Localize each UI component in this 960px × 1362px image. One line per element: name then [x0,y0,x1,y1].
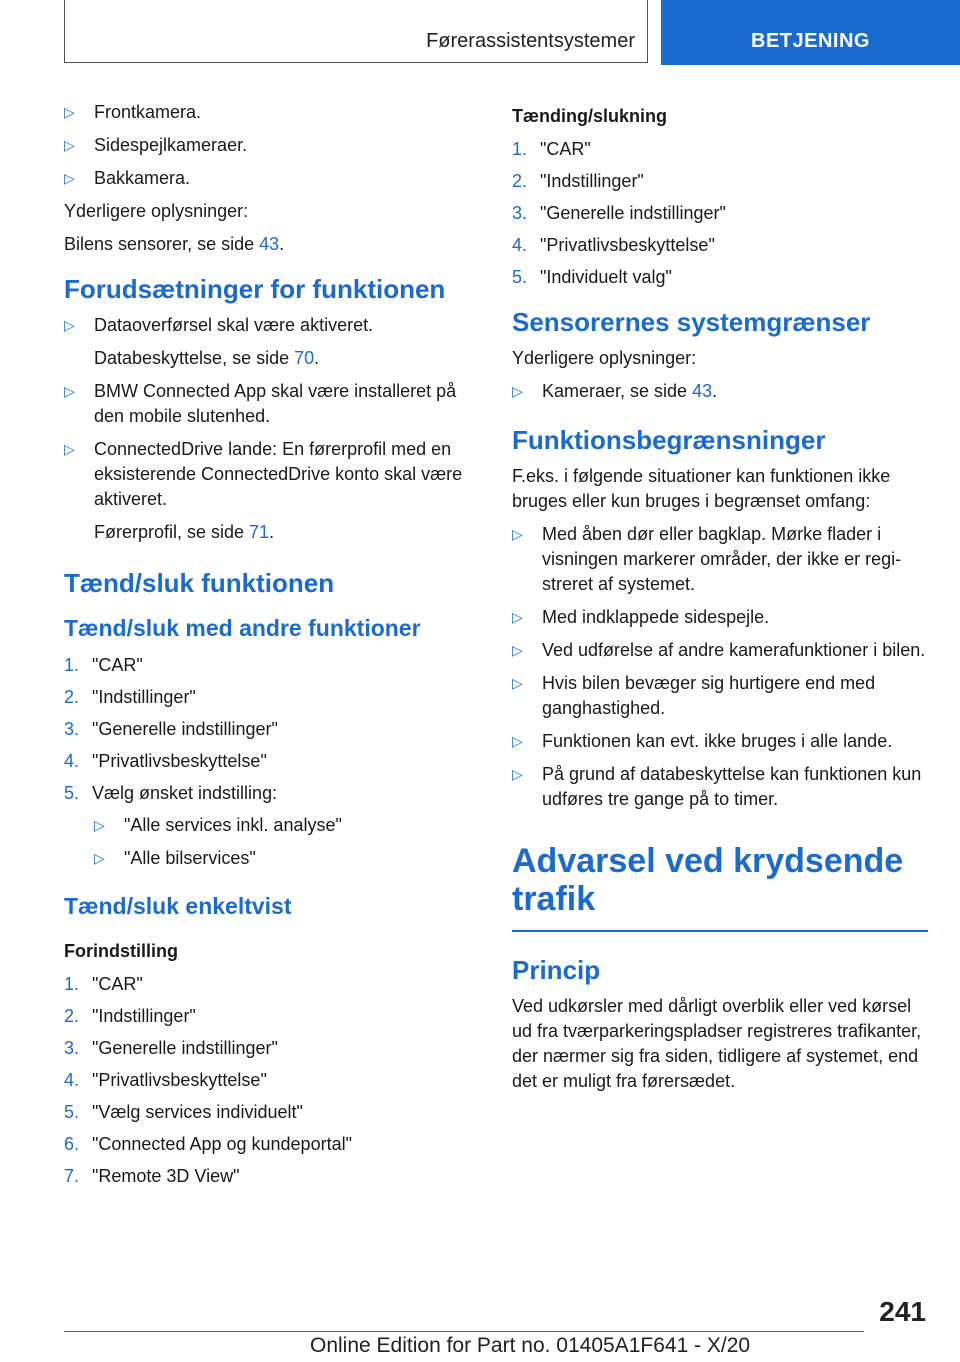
step-text: "Generelle indstillinger" [540,203,726,223]
step-text: "Remote 3D View" [92,1166,240,1186]
triangle-bullet-icon: ▷ [512,526,523,542]
triangle-bullet-icon: ▷ [512,766,523,782]
step-text: "Individuelt valg" [540,267,672,287]
list-item [64,166,484,191]
triangle-bullet-icon: ▷ [94,817,105,833]
heading-divider [512,930,928,932]
camera-item: Sidespejlkameraer. [94,135,248,155]
step-text: "Indstillinger" [92,1006,196,1026]
page-header [0,0,960,66]
left-column [64,100,484,1196]
step-text: "Generelle indstillinger" [92,719,278,739]
cross-traffic-heading: Advarsel ved krydsende trafik [512,842,904,918]
step-item [64,717,484,742]
step-text: "Indstillinger" [92,687,196,707]
list-item [512,762,928,812]
step-number: 4. [512,235,528,255]
page-number: 241 [879,1296,926,1327]
prereq-text: BMW Connected App skal være installeret på den mobile slutenhed. [94,381,457,426]
step-text: "Privatlivsbeskyttelse" [92,1070,267,1090]
step-item [512,169,928,194]
step-number: 4. [64,751,80,771]
triangle-bullet-icon: ▷ [64,383,75,399]
page-link[interactable]: 71 [249,522,270,542]
prereq-heading: Forudsætninger for funktionen [64,274,446,304]
limit-text: Hvis bilen bevæger sig hurtigere end med ganghastighed. [542,673,876,718]
triangle-bullet-icon: ▷ [64,104,75,120]
sensors-reference [64,232,484,257]
ref-text: Bilens sensorer, se side [64,234,260,254]
step-number: 4. [64,1070,80,1090]
step-item [64,781,484,806]
step-number: 1. [64,974,80,994]
principle-heading: Princip [512,955,601,985]
ref-text: Databeskyttelse, se side [94,348,295,368]
camera-item: Bakkamera. [94,168,191,188]
triangle-bullet-icon: ▷ [512,383,523,399]
list-item [64,133,484,158]
step-item [64,653,484,678]
step-number: 5. [512,267,528,287]
step-number: 3. [512,203,528,223]
step-item [64,972,484,997]
prereq-reference [94,346,484,371]
sensor-limits-heading: Sensorernes systemgrænser [512,307,871,337]
list-item [512,605,928,630]
list-item [64,437,484,545]
triangle-bullet-icon: ▷ [512,733,523,749]
step-item [512,233,928,258]
list-item [512,379,928,404]
step-item [64,685,484,710]
step-number: 1. [512,139,528,159]
step-number: 2. [512,171,528,191]
ref-end: . [269,522,275,542]
limit-text: Ved udførelse af andre kamerafunktioner i bilen. [542,640,926,660]
page-link[interactable]: 43 [259,234,280,254]
prereq-reference [94,520,484,545]
header-chapter-label: BETJENING [751,30,870,52]
step-text: "CAR" [92,655,143,675]
option-text: "Alle bilservices" [124,848,256,868]
step-number: 5. [64,783,80,803]
list-item [512,671,928,721]
triangle-bullet-icon: ▷ [512,642,523,658]
step-item [64,1100,484,1125]
step-number: 6. [64,1134,80,1154]
list-item [512,729,928,754]
step-text: "Privatlivsbeskyttelse" [540,235,715,255]
ref-end: . [314,348,320,368]
step-item [512,201,928,226]
step-text: Vælg ønsket indstilling: [92,783,278,803]
step-number: 7. [64,1166,80,1186]
option-item [94,813,484,838]
triangle-bullet-icon: ▷ [512,675,523,691]
step-number: 3. [64,719,80,739]
step-text: "CAR" [540,139,591,159]
principle-text: Ved udkørsler med dårligt overblik eller ved kørsel ud fra tværparkeringspladser registreres trafikanter, der nærmer sig fra siden, tidligere af systemet, end det er muligt fra førersædet. [512,996,922,1091]
func-limits-intro: F.eks. i følgende situationer kan funktionen ikke bruges eller kun bruges i begrænset omfang: [512,466,891,511]
step-item [64,1036,484,1061]
option-text: "Alle services inkl. analyse" [124,815,342,835]
more-info-label: Yderligere oplysninger: [512,348,697,368]
ref-end: . [712,381,718,401]
step-number: 2. [64,687,80,707]
more-info-label: Yderligere oplysninger: [64,201,249,221]
step-number: 1. [64,655,80,675]
list-item [64,379,484,429]
ref-text: Kameraer, se side [542,381,693,401]
limit-text: På grund af databeskyttelse kan funktionen kun udføres tre gange på to timer. [542,764,922,809]
camera-item: Frontkamera. [94,102,202,122]
func-limits-heading: Funktionsbegrænsninger [512,425,826,455]
step-text: "Vælg services individuelt" [92,1102,303,1122]
step-item [512,265,928,290]
list-item [64,313,484,371]
step-number: 5. [64,1102,80,1122]
step-item [64,1132,484,1157]
prereq-text: Dataoverførsel skal være aktiveret. [94,315,374,335]
triangle-bullet-icon: ▷ [94,850,105,866]
step-item [64,749,484,774]
step-item [64,1004,484,1029]
step-item [512,137,928,162]
triangle-bullet-icon: ▷ [64,170,75,186]
step-text: "Connected App og kundeportal" [92,1134,352,1154]
right-column [512,100,928,1102]
option-item [94,846,484,871]
step-number: 2. [64,1006,80,1026]
footer-divider [64,1331,864,1332]
triangle-bullet-icon: ▷ [64,441,75,457]
list-item [64,100,484,125]
list-item [512,638,928,663]
page-link[interactable]: 70 [294,348,315,368]
step-item [64,1164,484,1189]
list-item [512,522,928,597]
limit-text: Med indklappede sidespejle. [542,607,770,627]
triangle-bullet-icon: ▷ [512,609,523,625]
step-text: "Privatlivsbeskyttelse" [92,751,267,771]
individual-heading: Tænd/sluk enkeltvist [64,893,292,919]
page-link[interactable]: 43 [692,381,713,401]
step-text: "Indstillinger" [540,171,644,191]
step-text: "Generelle indstillinger" [92,1038,278,1058]
ref-end: . [279,234,285,254]
header-section-title: Førerassistentsystemer [426,30,635,52]
step-item [64,1068,484,1093]
onoff-heading: Tænd/sluk funktionen [64,568,335,598]
header-section-box [64,0,648,63]
preset-label: Forindstilling [64,941,178,961]
triangle-bullet-icon: ▷ [64,317,75,333]
header-chapter-tab[interactable] [661,0,960,65]
triangle-bullet-icon: ▷ [64,137,75,153]
limit-text: Med åben dør eller bagklap. Mørke flader i visningen markerer områder, der ikke er registreret af systemet. [542,524,902,594]
with-other-heading: Tænd/sluk med andre funktioner [64,615,421,641]
step-number: 3. [64,1038,80,1058]
footer-edition: Online Edition for Part no. 01405A1F641 - X/20 [310,1334,751,1357]
limit-text: Funktionen kan evt. ikke bruges i alle lande. [542,731,893,751]
ref-text: Førerprofil, se side [94,522,250,542]
prereq-text: ConnectedDrive lande: En førerprofil med en eksisterende ConnectedDrive konto skal være aktiveret. [94,439,463,509]
step-text: "CAR" [92,974,143,994]
ignition-label: Tænding/slukning [512,106,667,126]
